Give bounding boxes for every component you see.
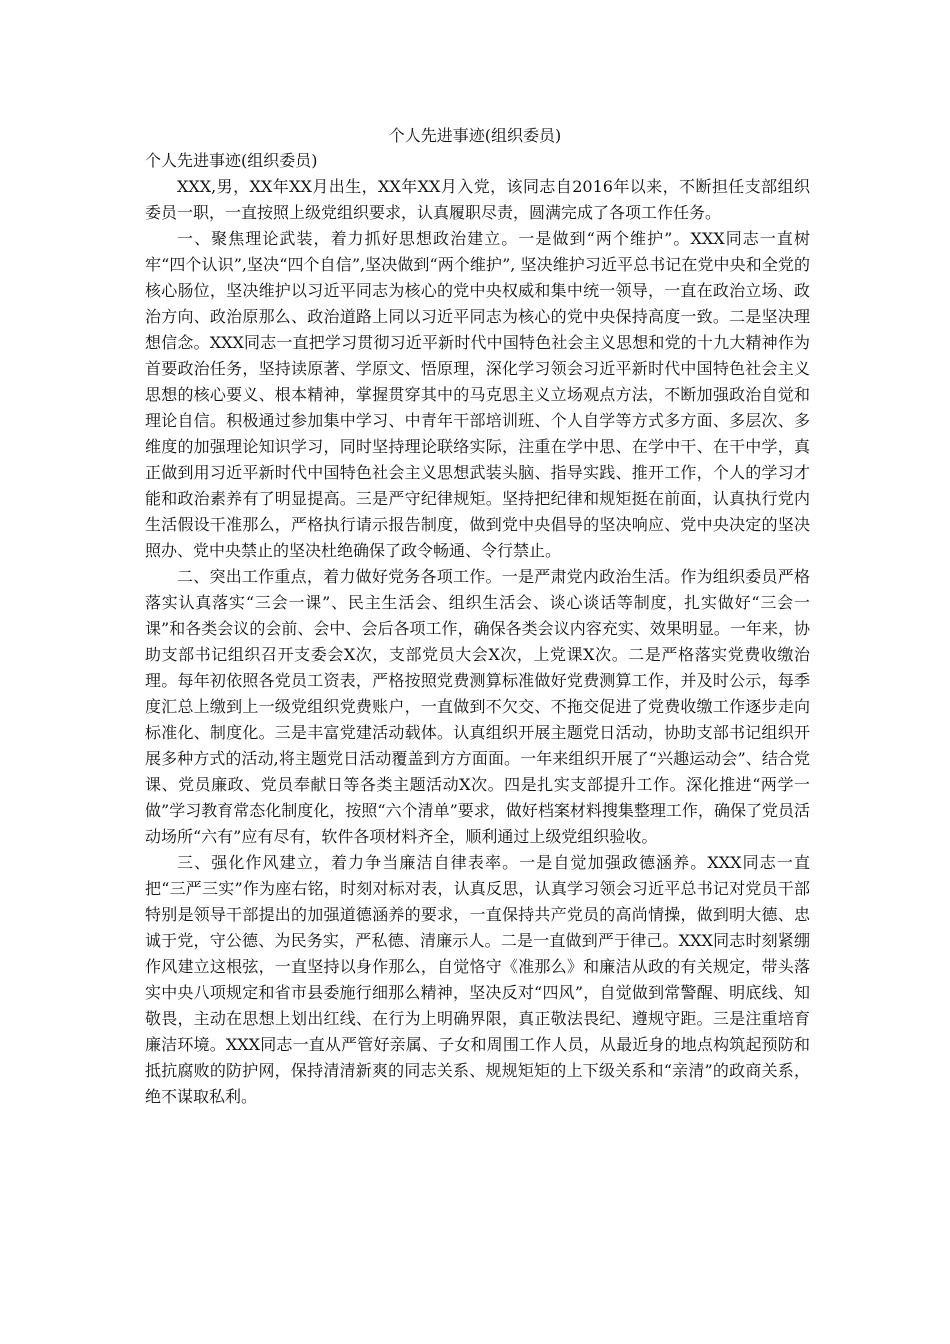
document-subtitle: 个人先进事迹(组织委员) <box>145 151 318 170</box>
paragraph-section-1: 一、聚焦理论武装，着力抓好思想政治建立。一是做到“两个维护”。XXX同志一直树牢“四个认识”,坚决“四个自信”,坚决做到“两个维护”, 坚决维护习近平总书记在党中央和全党的核心肠位，坚决维护以习近平同志为核心的党中央权威和集中统一领导，一直在政治立场、政治方向、政治原那么、政治道路上同以习近平同志为核心的党中央保持高度一致。二是坚决理想信念。XXX同志一直把学习贯彻习近平新时代中国特色社会主义思想和党的十九大精神作为首要政治任务，坚持读原著、学原文、悟原理，深化学习领会习近平新时代中国特色社会主义思想的核心要义、根本精神，掌握贯穿其中的马克思主义立场观点方法，不断加强政治自觉和理论自信。积极通过参加集中学习、中青年干部培训班、个人自学等方式多方面、多层次、多维度的加强理论知识学习，同时坚持理论联络实际，注重在学中思、在学中干、在干中学，真正做到用习近平新时代中国特色社会主义思想武装头脑、指导实践、推开工作，个人的学习才能和政治素养有了明显提高。三是严守纪律规矩。坚持把纪律和规矩挺在前面，认真执行党内生活假设干准那么，严格执行请示报告制度，做到党中央倡导的坚决响应、党中央决定的坚决照办、党中央禁止的坚决杜绝确保了政令畅通、令行禁止。 <box>145 229 810 560</box>
paragraph-section-3: 三、强化作风建立，着力争当廉洁自律表率。一是自觉加强政德涵养。XXX同志一直把“三严三实”作为座右铭，时刻对标对表，认真反思，认真学习领会习近平总书记对党员干部特别是领导干部提出的加强道德涵养的要求，一直保持共产党员的高尚情操，做到明大德、忠诚于党，守公德、为民务实，严私德、清廉示人。二是一直做到严于律己。XXX同志时刻紧绷作风建立这根弦，一直坚持以身作那么，自觉恪守《准那么》和廉洁从政的有关规定，带头落实中央八项规定和省市县委施行细那么精神，坚决反对“四风”，自觉做到常警醒、明底线、知敬畏，主动在思想上划出红线、在行为上明确界限，真正敬法畏纪、遵规守距。三是注重培育廉洁环境。XXX同志一直从严管好亲属、子女和周围工作人员，从最近身的地点构筑起预防和抵抗腐败的防护网，保持清清新爽的同志关系、规规矩矩的上下级关系和“亲清”的政商关系，绝不谋取私利。 <box>145 853 810 1106</box>
document-body <box>145 148 810 1110</box>
paragraph-intro: XXX,男，XX年XX月出生，XX年XX月入党，该同志自2016年以来，不断担任支部组织委员一职，一直按照上级党组织要求，认真履职尽责，圆满完成了各项工作任务。 <box>145 177 810 222</box>
paragraph-section-2: 二、突出工作重点，着力做好党务各项工作。一是严肃党内政治生活。作为组织委员严格落实认真落实“三会一课”、民主生活会、组织生活会、谈心谈话等制度，扎实做好“三会一课”和各类会议的会前、会中、会后各项工作，确保各类会议内容充实、效果明显。一年来，协助支部书记组织召开支委会X次，支部党员大会X次，上党课X次。二是严格落实党费收缴治理。每年初依照各党员工资表，严格按照党费测算标准做好党费测算工作，并及时公示，每季度汇总上缴到上一级党组织党费账户，一直做到不欠交、不拖交促进了党费收缴工作逐步走向标准化、制度化。三是丰富党建活动载体。认真组织开展主题党日活动，协助支部书记组织开展多种方式的活动,将主题党日活动覆盖到方方面面。一年来组织开展了“兴趣运动会”、结合党课、党员廉政、党员奉献日等各类主题活动X次。四是扎实支部提升工作。深化推进“两学一做”学习教育常态化制度化，按照“六个清单”要求，做好档案材料搜集整理工作，确保了党员活动场所“六有”应有尽有，软件各项材料齐全，顺利通过上级党组织验收。 <box>145 567 810 846</box>
document-title: 个人先进事迹(组织委员) <box>388 126 562 145</box>
